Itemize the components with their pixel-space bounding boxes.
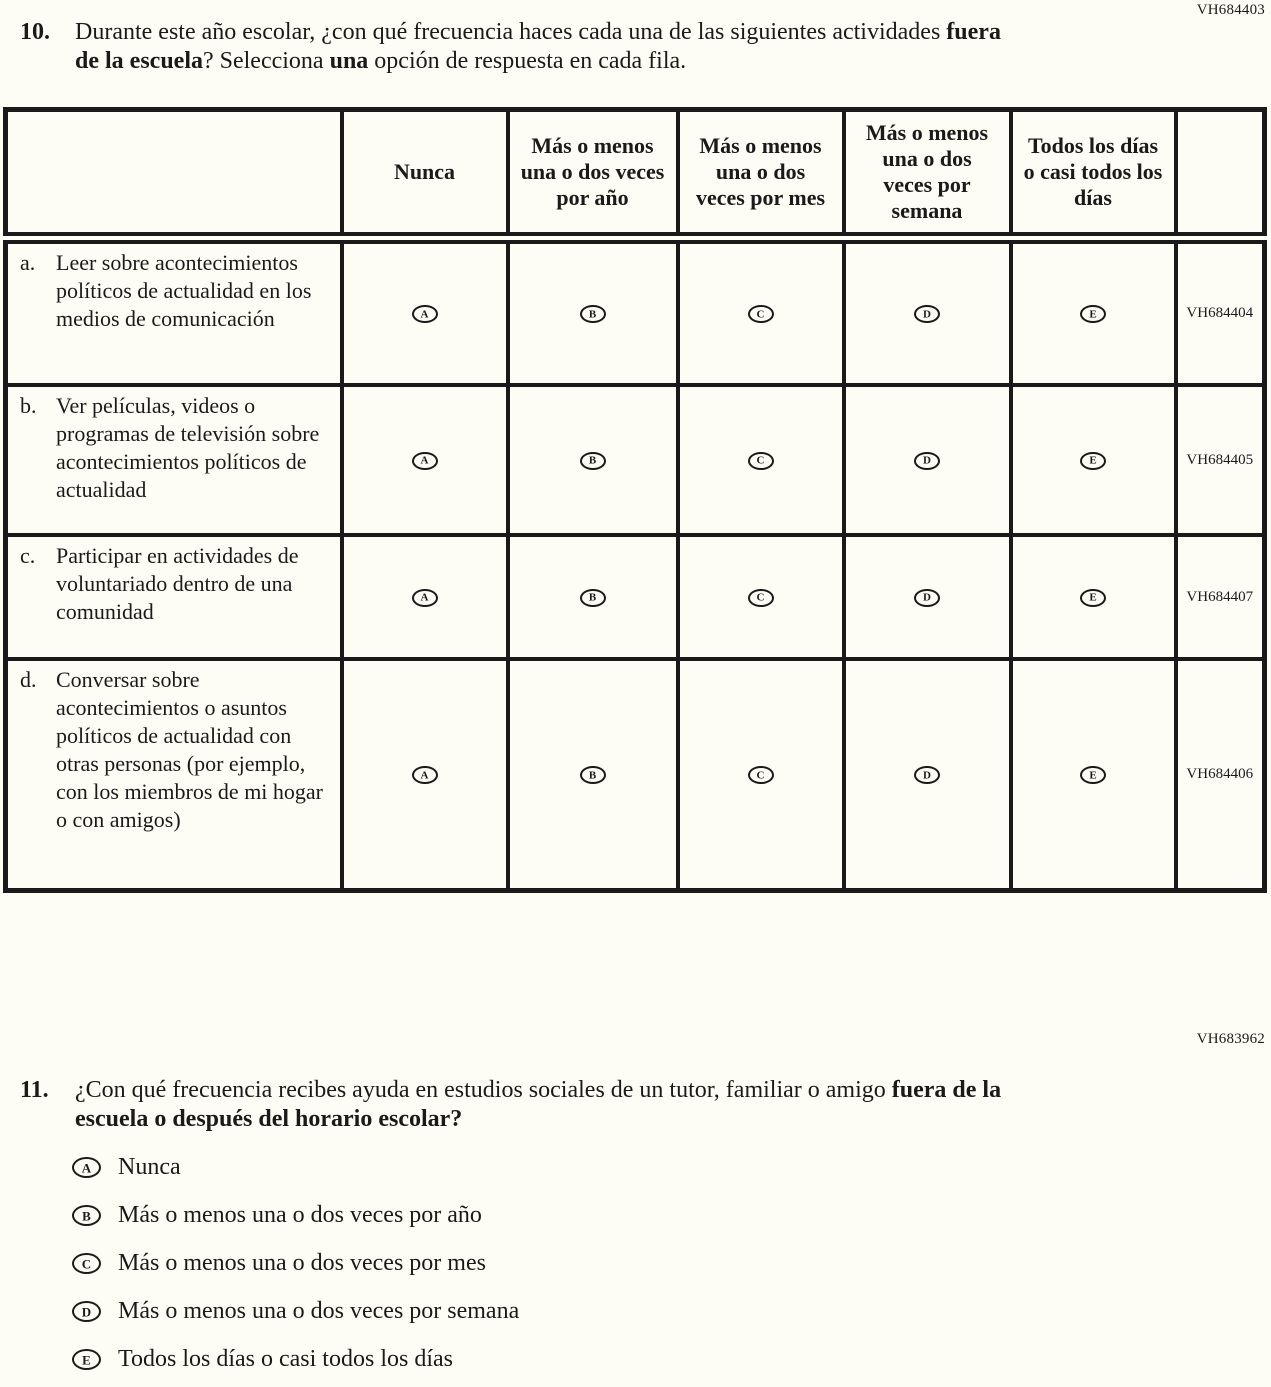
bubble-b[interactable] xyxy=(72,1205,101,1226)
option-e[interactable] xyxy=(72,1342,972,1376)
row-d-letter: d. xyxy=(20,667,37,692)
bubble-c[interactable] xyxy=(748,766,774,784)
bubble-b[interactable] xyxy=(580,589,606,607)
bubble-e[interactable] xyxy=(1080,452,1106,470)
bubble-letter: E xyxy=(82,1352,91,1367)
row-d-cell-por-ano xyxy=(508,659,678,890)
bubble-letter: E xyxy=(1089,591,1097,604)
row-a-code: VH684404 xyxy=(1176,238,1265,385)
question-10-text-part: Durante este año escolar, ¿con qué frecuencia haces cada una de las siguientes actividades xyxy=(75,19,947,45)
question-10-text-part: ? Selecciona xyxy=(202,48,330,74)
bubble-letter: A xyxy=(420,769,429,781)
option-b-label: Más o menos una o dos veces por año xyxy=(118,1202,482,1228)
option-c-label: Más o menos una o dos veces por mes xyxy=(118,1250,486,1276)
bubble-letter: C xyxy=(756,308,765,321)
table-row-a xyxy=(6,238,1265,385)
row-b-cell-por-ano xyxy=(508,385,678,535)
bubble-letter: C xyxy=(81,1256,92,1271)
row-c-cell-por-semana xyxy=(844,535,1011,659)
bubble-a[interactable] xyxy=(412,766,438,784)
question-11-text xyxy=(75,1076,1010,1134)
col-header-por-semana: Más o menos una o dos veces por semana xyxy=(844,110,1011,239)
bubble-letter: D xyxy=(81,1304,92,1319)
bubble-letter: E xyxy=(1089,454,1097,467)
bubble-a[interactable] xyxy=(412,305,438,323)
bubble-d[interactable] xyxy=(914,589,940,607)
row-d-activity xyxy=(6,659,342,890)
bubble-a[interactable] xyxy=(412,589,438,607)
bubble-letter: A xyxy=(420,454,429,467)
option-b[interactable] xyxy=(72,1198,972,1232)
bubble-letter: C xyxy=(756,591,765,604)
col-header-nunca: Nunca xyxy=(342,110,508,239)
bubble-d[interactable] xyxy=(914,766,940,784)
option-d-label: Más o menos una o dos veces por semana xyxy=(118,1298,520,1324)
bubble-b[interactable] xyxy=(580,305,606,323)
question-10-number: 10. xyxy=(20,19,50,45)
row-c-cell-por-mes xyxy=(678,535,844,659)
bubble-e[interactable] xyxy=(72,1349,101,1370)
option-c[interactable] xyxy=(72,1246,972,1280)
bubble-a[interactable] xyxy=(72,1157,101,1178)
bubble-letter: C xyxy=(756,769,765,781)
row-b-cell-nunca xyxy=(342,385,508,535)
bubble-letter: A xyxy=(420,591,429,604)
bubble-d[interactable] xyxy=(914,305,940,323)
bubble-letter: E xyxy=(1089,308,1097,321)
row-a-cell-por-mes xyxy=(678,238,844,385)
row-d-cell-todos xyxy=(1011,659,1176,890)
bubble-c[interactable] xyxy=(748,589,774,607)
bubble-a[interactable] xyxy=(412,452,438,470)
form-code-q11: VH683962 xyxy=(1196,1031,1265,1047)
question-11-text-part: ¿Con qué frecuencia recibes ayuda en estudios sociales de un tutor, familiar o amigo xyxy=(75,1077,892,1103)
row-a-letter: a. xyxy=(20,250,36,275)
table-row-b xyxy=(6,385,1265,535)
question-11-number: 11. xyxy=(20,1077,49,1103)
table-row-d xyxy=(6,659,1265,890)
row-a-cell-por-semana xyxy=(844,238,1011,385)
row-b-cell-todos xyxy=(1011,385,1176,535)
row-b-cell-por-mes xyxy=(678,385,844,535)
row-c-label: Participar en actividades de voluntariado dentro de una comunidad xyxy=(56,543,299,624)
row-b-letter: b. xyxy=(20,393,37,418)
bubble-letter: B xyxy=(82,1208,91,1223)
row-c-code: VH684407 xyxy=(1176,535,1265,659)
row-d-cell-nunca xyxy=(342,659,508,890)
bubble-letter: C xyxy=(756,454,765,467)
row-a-label: Leer sobre acontecimientos políticos de actualidad en los medios de comunicación xyxy=(56,250,312,331)
bubble-letter: D xyxy=(923,769,931,781)
bubble-c[interactable] xyxy=(748,452,774,470)
bubble-letter: B xyxy=(588,308,597,321)
bubble-letter: B xyxy=(588,454,597,467)
row-d-label: Conversar sobre acontecimientos o asuntos políticos de actualidad con otras personas (por ejemplo, con los miembros de mi hogar o con amigos) xyxy=(56,667,324,832)
grid-header-empty xyxy=(6,110,342,239)
question-10-text-part: opción de respuesta en cada fila. xyxy=(368,48,687,74)
grid-header-row xyxy=(6,110,1265,239)
option-a[interactable] xyxy=(72,1150,972,1184)
bubble-c[interactable] xyxy=(748,305,774,323)
bubble-letter: D xyxy=(923,454,931,467)
bubble-c[interactable] xyxy=(72,1253,101,1274)
col-header-por-ano: Más o menos una o dos veces por año xyxy=(508,110,678,239)
row-c-letter: c. xyxy=(20,543,36,568)
bubble-d[interactable] xyxy=(72,1301,101,1322)
row-c-activity xyxy=(6,535,342,659)
bubble-letter: A xyxy=(81,1160,92,1175)
bubble-letter: B xyxy=(588,591,597,604)
question-11 xyxy=(20,1076,1010,1134)
question-10 xyxy=(20,18,1005,76)
bubble-b[interactable] xyxy=(580,452,606,470)
row-d-cell-por-mes xyxy=(678,659,844,890)
question-10-text xyxy=(75,18,1005,76)
form-code-q10: VH684403 xyxy=(1196,2,1265,18)
option-a-label: Nunca xyxy=(118,1154,181,1180)
col-header-todos-los-dias: Todos los días o casi todos los días xyxy=(1011,110,1176,239)
row-c-cell-todos xyxy=(1011,535,1176,659)
row-a-activity xyxy=(6,238,342,385)
row-d-cell-por-semana xyxy=(844,659,1011,890)
bubble-e[interactable] xyxy=(1080,305,1106,323)
bubble-letter: A xyxy=(420,308,429,321)
question-11-bold-phrase: fuera de la escuela o después del horario escolar? xyxy=(75,1077,1002,1132)
table-row-c xyxy=(6,535,1265,659)
q10-response-grid xyxy=(3,107,1267,893)
bubble-e[interactable] xyxy=(1080,589,1106,607)
row-b-label: Ver películas, videos o programas de televisión sobre acontecimientos políticos de actualidad xyxy=(56,393,320,502)
bubble-letter: E xyxy=(1089,769,1097,781)
row-b-activity xyxy=(6,385,342,535)
bubble-letter: B xyxy=(588,769,597,781)
row-a-cell-por-ano xyxy=(508,238,678,385)
question-10-bold-phrase: fuera de la escuela xyxy=(75,19,1001,74)
question-11-options xyxy=(72,1150,972,1387)
bubble-letter: D xyxy=(923,308,931,321)
row-a-cell-todos xyxy=(1011,238,1176,385)
row-c-cell-nunca xyxy=(342,535,508,659)
row-b-code: VH684405 xyxy=(1176,385,1265,535)
bubble-letter: D xyxy=(923,591,931,604)
row-d-code: VH684406 xyxy=(1176,659,1265,890)
row-b-cell-por-semana xyxy=(844,385,1011,535)
option-e-label: Todos los días o casi todos los días xyxy=(118,1346,453,1372)
grid-header-code-col xyxy=(1176,110,1265,239)
col-header-por-mes: Más o menos una o dos veces por mes xyxy=(678,110,844,239)
question-10-bold-word: una xyxy=(329,48,369,74)
row-a-cell-nunca xyxy=(342,238,508,385)
row-c-cell-por-ano xyxy=(508,535,678,659)
bubble-d[interactable] xyxy=(914,452,940,470)
option-d[interactable] xyxy=(72,1294,972,1328)
bubble-b[interactable] xyxy=(580,766,606,784)
bubble-e[interactable] xyxy=(1080,766,1106,784)
